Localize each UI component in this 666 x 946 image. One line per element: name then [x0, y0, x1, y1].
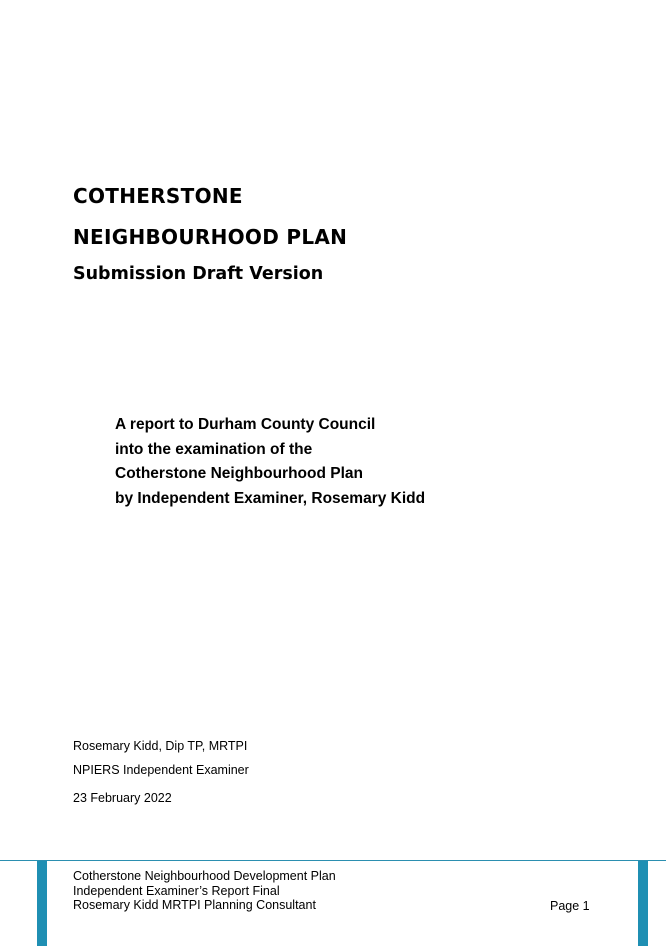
document-title-line-1: COTHERSTONE: [73, 184, 243, 208]
page-number: Page 1: [550, 899, 590, 913]
report-line-2: into the examination of the: [115, 440, 313, 458]
footer-line-2: Independent Examiner’s Report Final: [73, 883, 280, 898]
footer-right-accent-bar: [638, 861, 648, 946]
footer-text: [73, 869, 336, 913]
report-line-3: Cotherstone Neighbourhood Plan: [115, 465, 363, 482]
document-title-block: [73, 184, 347, 285]
footer-divider: [0, 860, 666, 861]
document-title-line-2: NEIGHBOURHOOD PLAN: [73, 225, 348, 249]
report-line-4: by Independent Examiner, Rosemary Kidd: [115, 489, 426, 507]
author-block: [73, 738, 249, 806]
report-description: [115, 413, 425, 511]
author-name: Rosemary Kidd, Dip TP, MRTPI: [73, 739, 248, 753]
footer-left-accent-bar: [37, 861, 47, 946]
author-role: NPIERS Independent Examiner: [73, 763, 249, 777]
footer-line-3: Rosemary Kidd MRTPI Planning Consultant: [73, 898, 316, 912]
report-date: 23 February 2022: [73, 791, 172, 805]
document-subtitle: Submission Draft Version: [73, 264, 324, 284]
report-line-1: A report to Durham County Council: [115, 416, 376, 433]
footer-line-1: Cotherstone Neighbourhood Development Plan: [73, 869, 336, 883]
